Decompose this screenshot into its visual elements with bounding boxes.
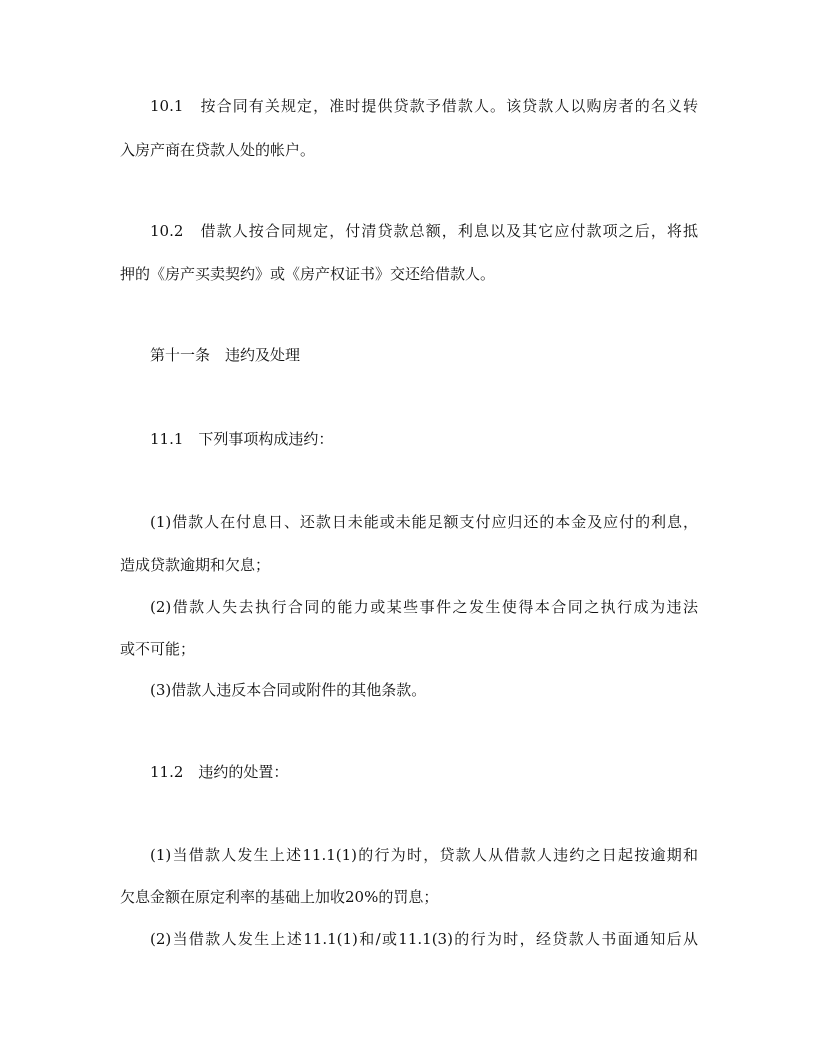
clause-11-2: 11.2 违约的处置： — [150, 763, 289, 781]
clause-10-2-line-2: 押的《房产买卖契约》或《房产权证书》交还给借款人。 — [120, 265, 496, 283]
item-11-1-1-line-1: (1)借款人在付息日、还款日未能或未能足额支付应归还的本金及应付的利息， — [150, 513, 698, 531]
item-11-2-1-line-1: (1)当借款人发生上述11.1(1)的行为时，贷款人从借款人违约之日起按逾期和 — [150, 846, 698, 864]
item-11-1-3: (3)借款人违反本合同或附件的其他条款。 — [150, 681, 427, 699]
article-11-heading: 第十一条 违约及处理 — [150, 346, 301, 364]
clause-10-1-line-1: 10.1 按合同有关规定，准时提供贷款予借款人。该贷款人以购房者的名义转 — [150, 97, 698, 115]
item-11-2-2-line-1: (2)当借款人发生上述11.1(1)和/或11.1(3)的行为时，经贷款人书面通知后从 — [150, 930, 698, 948]
clause-11-1: 11.1 下列事项构成违约： — [150, 430, 334, 448]
item-11-1-2-line-1: (2)借款人失去执行合同的能力或某些事件之发生使得本合同之执行成为违法 — [150, 598, 698, 616]
item-11-1-2-line-2: 或不可能； — [120, 640, 196, 658]
item-11-1-1-line-2: 造成贷款逾期和欠息； — [120, 556, 271, 574]
item-11-2-1-line-2: 欠息金额在原定利率的基础上加收20%的罚息； — [120, 888, 439, 906]
clause-10-1-line-2: 入房产商在贷款人处的帐户。 — [120, 141, 316, 159]
clause-10-2-line-1: 10.2 借款人按合同规定，付清贷款总额，利息以及其它应付款项之后，将抵 — [150, 222, 698, 240]
